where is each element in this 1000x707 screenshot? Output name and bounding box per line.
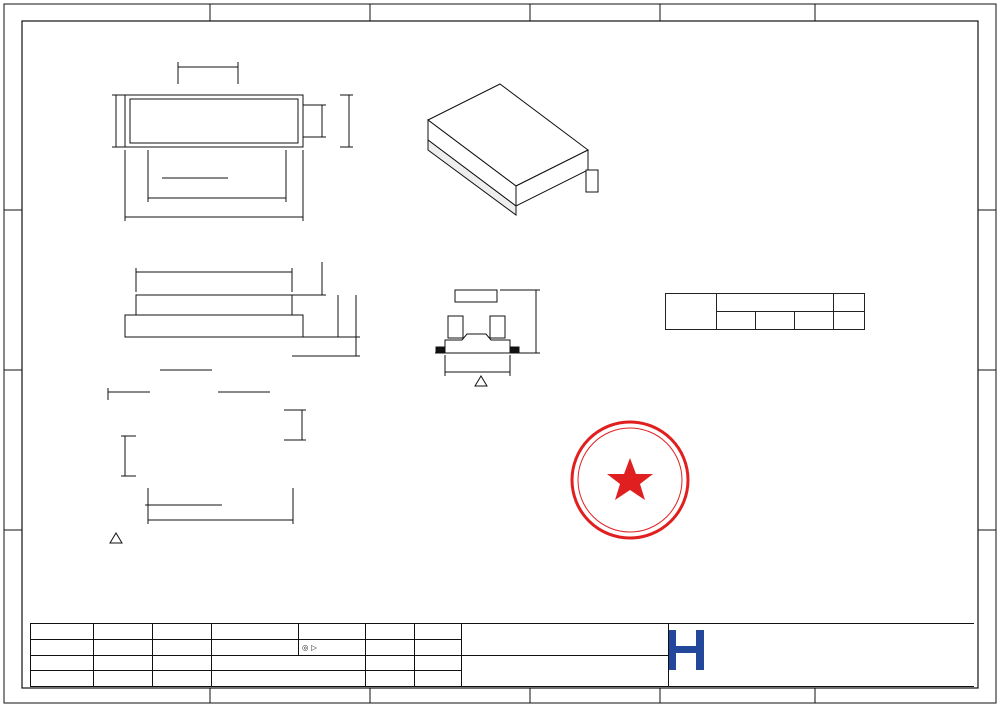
approval-label: [31, 671, 94, 687]
header-b: [756, 312, 795, 330]
unit-value: [212, 639, 299, 655]
pname-value: [465, 624, 495, 639]
angles-value: [415, 639, 462, 655]
tolerance-label: [366, 624, 415, 640]
header-dimension: [717, 294, 834, 312]
header-a: [717, 312, 756, 330]
tol-1: [366, 639, 415, 655]
dimension-table: [665, 293, 865, 330]
scale-label: [153, 624, 212, 640]
size-label: [153, 655, 212, 671]
design-value: [94, 624, 153, 640]
star-icon: [607, 458, 653, 500]
version-label: [153, 671, 212, 687]
header-tube: [834, 312, 865, 330]
tol-3: [366, 671, 415, 687]
drawing-value: [94, 639, 153, 655]
note-triangle-icon: [110, 533, 122, 543]
header-circuits: [666, 294, 717, 330]
tol-2: [366, 655, 415, 671]
pcb-layout: [108, 388, 306, 524]
version-value: [212, 671, 366, 687]
design-label: [31, 624, 94, 640]
check-value: [94, 655, 153, 671]
pcb-labels: [110, 533, 122, 543]
title-block: [30, 623, 974, 687]
end-view: [435, 290, 540, 386]
projection-icon: ◎ ▷: [299, 639, 366, 655]
angles-label: [415, 624, 462, 640]
specifications: [664, 56, 984, 69]
header-qty: [834, 294, 865, 312]
header-c: [795, 312, 834, 330]
pno-value: [465, 656, 475, 669]
drawing-label: [31, 639, 94, 655]
check-label: [31, 655, 94, 671]
top-view: [112, 62, 353, 221]
isometric-view: [428, 84, 598, 215]
side-view: [125, 262, 360, 370]
size-value: [212, 655, 366, 671]
unit-label: [153, 639, 212, 655]
